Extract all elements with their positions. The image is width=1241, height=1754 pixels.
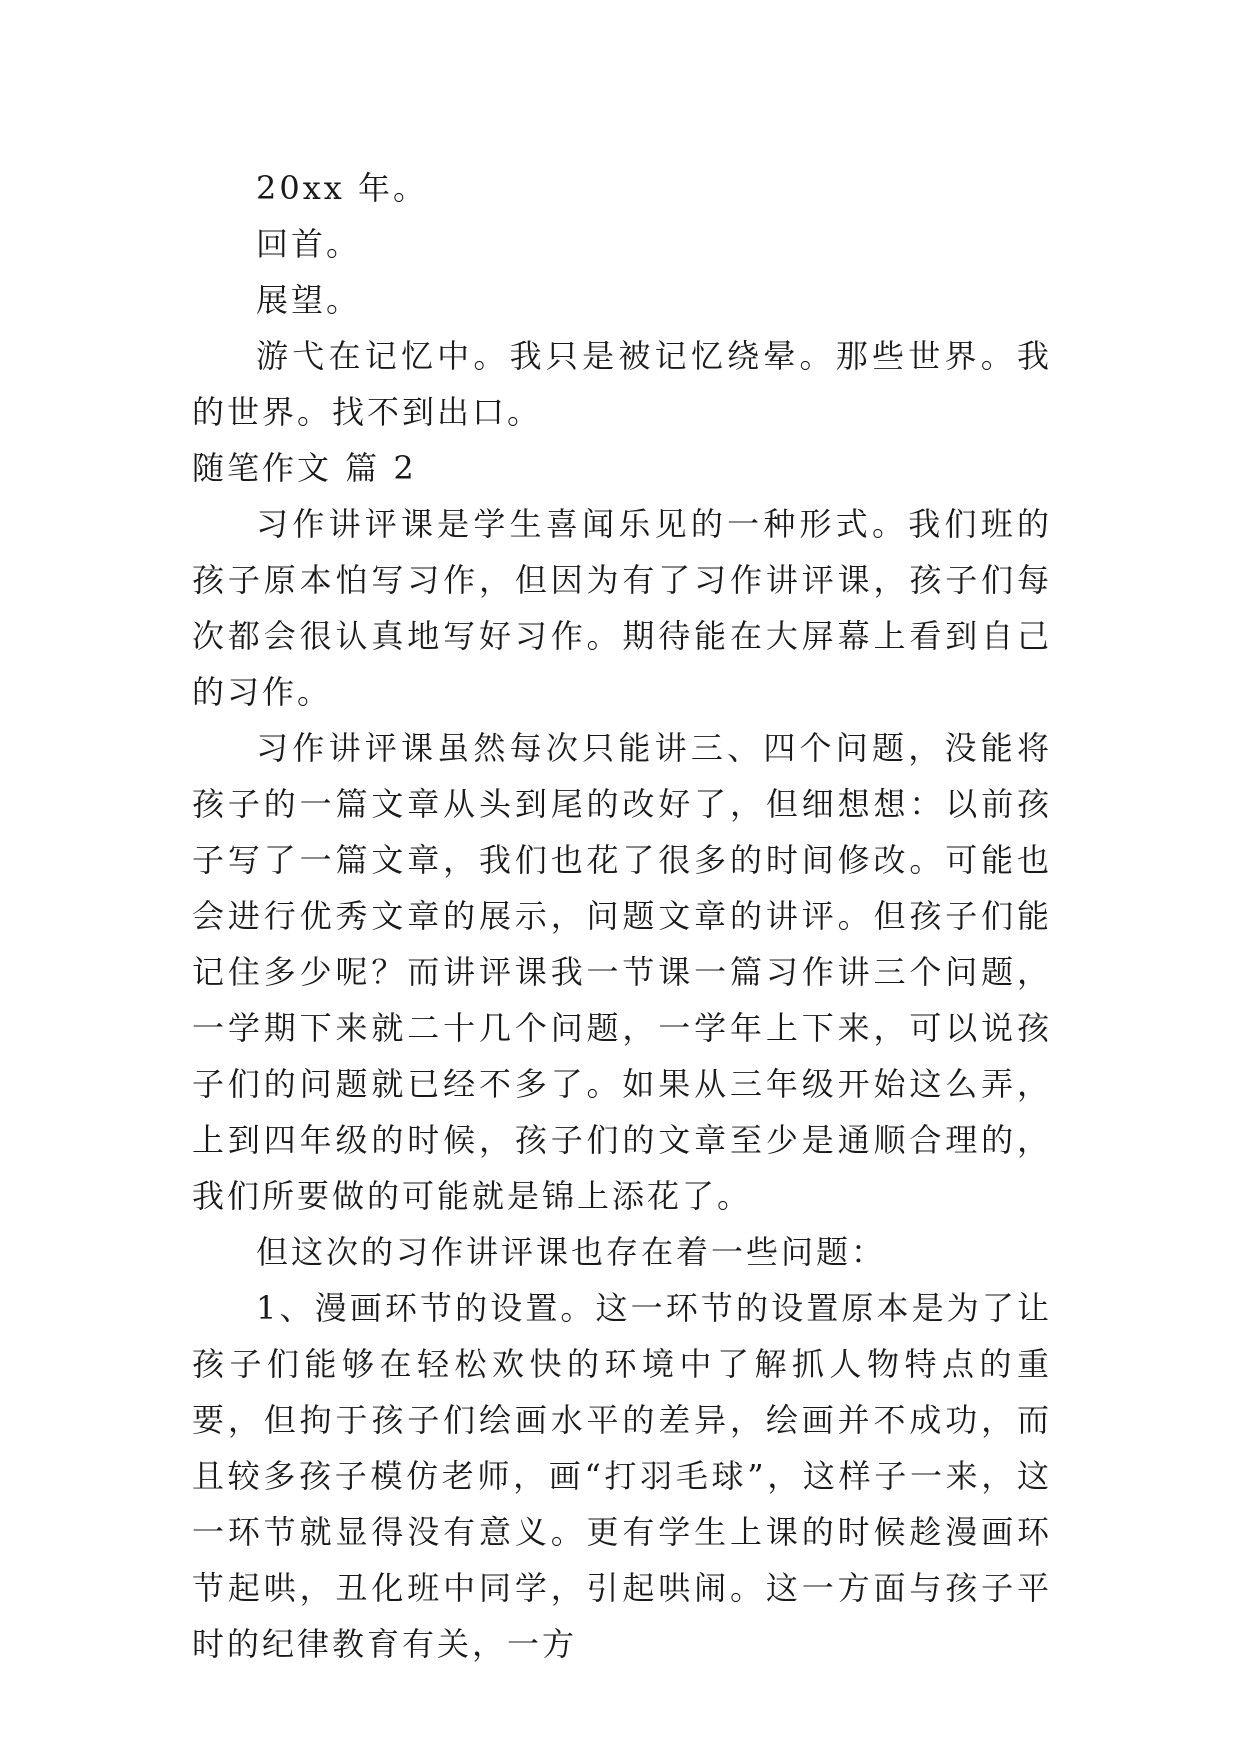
paragraph-look-ahead: 展望。 (256, 281, 362, 319)
paragraph-problem-1: 1、漫画环节的设置。这一环节的设置原本是为了让孩子们能够在轻松欢快的环境中了解抓人物特点的重要，但拘于孩子们绘画水平的差异，绘画并不成功，而且较多孩子模仿老师，画“打羽毛球”，这样子一来，这一环节就显得没有意义。更有学生上课的时候趁漫画环节起哄，丑化班中同学，引起哄闹。这一方面与孩子平时的纪律教育有关，一方 (192, 1289, 1052, 1663)
paragraph-reflection: 习作讲评课虽然每次只能讲三、四个问题，没能将孩子的一篇文章从头到尾的改好了，但细想想：以前孩子写了一篇文章，我们也花了很多的时间修改。可能也会进行优秀文章的展示，问题文章的讲评。但孩子们能记住多少呢？而讲评课我一节课一篇习作讲三个问题，一学期下来就二十几个问题，一学年上下来，可以说孩子们的问题就已经不多了。如果从三年级开始这么弄，上到四年级的时候，孩子们的文章至少是通顺合理的，我们所要做的可能就是锦上添花了。 (192, 729, 1052, 1215)
paragraph-intro: 习作讲评课是学生喜闻乐见的一种形式。我们班的孩子原本怕写习作，但因为有了习作讲评课，孩子们每次都会很认真地写好习作。期待能在大屏幕上看到自己的习作。 (192, 505, 1052, 711)
section-heading: 随笔作文 篇 2 (192, 449, 417, 487)
paragraph-look-back: 回首。 (256, 225, 362, 263)
paragraph-problems-lead: 但这次的习作讲评课也存在着一些问题： (256, 1233, 887, 1271)
document-body (192, 160, 1052, 1672)
paragraph-year: 20xx 年。 (256, 169, 428, 207)
paragraph-memory: 游弋在记忆中。我只是被记忆绕晕。那些世界。我的世界。找不到出口。 (192, 337, 1052, 431)
